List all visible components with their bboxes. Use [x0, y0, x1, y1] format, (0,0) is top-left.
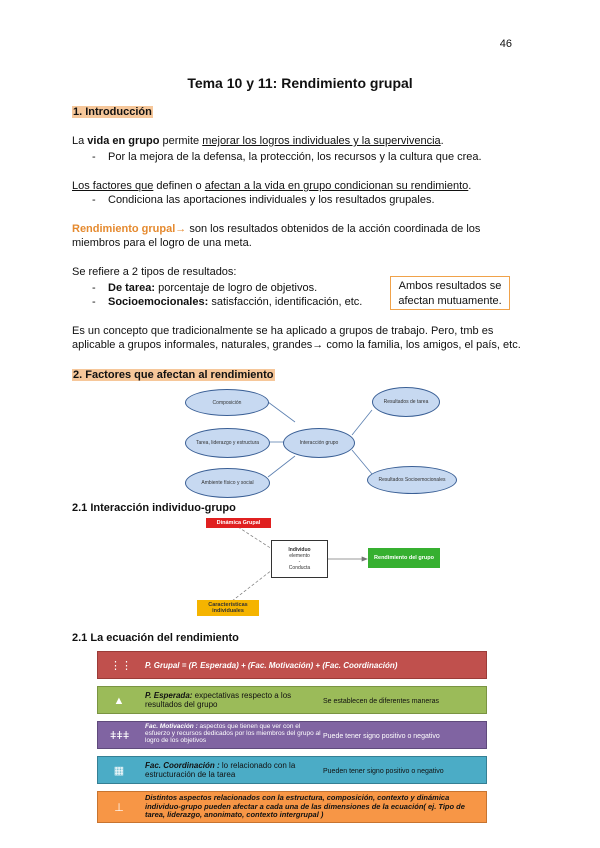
page-number: 46	[499, 38, 512, 50]
equation-row-esperada	[97, 686, 487, 714]
line-composicion	[268, 402, 295, 422]
section-heading-equation: 2.1 La ecuación del rendimiento	[72, 632, 239, 644]
node-ambiente: Ambiente físico y social	[185, 468, 270, 498]
esperada-note: Se establecen de diferentes maneras	[323, 698, 439, 705]
motivacion-text: Fac. Motivación : aspectos que tienen que ver con el esfuerzo y recursos dedicados por los miembros del grupo al logro de los objetivos	[145, 723, 321, 744]
node-tarea: Tarea, liderazgo y estructura	[185, 428, 270, 458]
node-interaccion: Interacción grupo	[283, 428, 355, 458]
equation-row-aspectos	[97, 791, 487, 823]
group-icon: ⋮⋮	[110, 660, 132, 672]
intro-paragraph-4: Es un concepto que tradicionalmente se ha aplicado a grupos de trabajo. Pero, tmb es aplicable a grupos informales, naturales, grandes→ como la familia, los amigos, el país, etc.	[72, 325, 521, 351]
coordinacion-note: Pueden tener signo positivo o negativo	[323, 768, 444, 775]
note-box: Ambos resultados se afectan mutuamente.	[390, 276, 510, 310]
box-rendimiento: Rendimiento del grupo	[368, 548, 440, 568]
result-type-task: - De tarea: porcentaje de logro de objetivos.	[92, 282, 318, 294]
intro-paragraph-1: La vida en grupo permite mejorar los logros individuales y la supervivencia.	[72, 135, 444, 147]
line-ambiente	[268, 456, 295, 477]
arrow-rendimiento	[362, 557, 367, 561]
node-res-socio: Resultados Socioemocionales	[367, 466, 457, 494]
intro-bullet-1: - Por la mejora de la defensa, la protección, los recursos y la cultura que crea.	[92, 151, 482, 163]
node-composicion: Composición	[185, 389, 269, 416]
coordinacion-text: Fac. Coordinación : lo relacionado con la estructuración de la tarea	[145, 761, 296, 779]
line-dinamica	[238, 527, 272, 549]
aspectos-text: Distintos aspectos relacionados con la estructura, composición, contexto y dinámica individuo-grupo pueden afectar a cada una de las dimensiones de la ecuación( ej. Tipo de tarea, liderazgo, anonimato, contexto intergrupal )	[145, 793, 465, 819]
structure-icon: ▦	[113, 765, 125, 777]
section-heading-interaction: 2.1 Interacción individuo-grupo	[72, 502, 236, 514]
intro-bullet-2: - Condiciona las aportaciones individuales y los resultados grupales.	[92, 194, 435, 206]
equation-row-motivacion	[97, 721, 487, 749]
line-res-socio	[352, 450, 372, 474]
node-res-tarea: Resultados de tarea	[372, 387, 440, 417]
equation-formula: P. Grupal = (P. Esperada) + (Fac. Motivación) + (Fac. Coordinación)	[145, 661, 398, 670]
section-heading-factors: 2. Factores que afectan al rendimiento	[73, 369, 274, 381]
box-individuo: Individuo elemento - Conducta	[271, 540, 328, 578]
equation-row-grupal	[97, 651, 487, 679]
target-icon: ▲	[113, 695, 125, 707]
result-type-socio: - Socioemocionales: satisfacción, identificación, etc.	[92, 296, 363, 308]
hierarchy-icon: ⊥	[114, 802, 124, 814]
equation-row-coordinacion	[97, 756, 487, 784]
results-intro: Se refiere a 2 tipos de resultados:	[72, 266, 237, 278]
line-res-tarea	[352, 410, 372, 435]
esperada-text: P. Esperada: expectativas respecto a los resultados del grupo	[145, 691, 292, 709]
definition-paragraph: Rendimiento grupal→ son los resultados obtenidos de la acción coordinada de los miembros para el logro de una meta.	[72, 223, 481, 249]
people-icon: ǂǂǂ	[110, 730, 130, 742]
intro-paragraph-2: Los factores que definen o afectan a la vida en grupo condicionan su rendimiento.	[72, 180, 472, 192]
box-dinamica: Dinámica Grupal	[206, 518, 271, 528]
section-heading-intro: 1. Introducción	[73, 106, 152, 118]
page-title: Tema 10 y 11: Rendimiento grupal	[187, 75, 413, 91]
box-caracteristicas: Características individuales	[197, 600, 259, 616]
line-caracteristicas	[232, 570, 272, 601]
motivacion-note: Puede tener signo positivo o negativo	[323, 733, 440, 740]
